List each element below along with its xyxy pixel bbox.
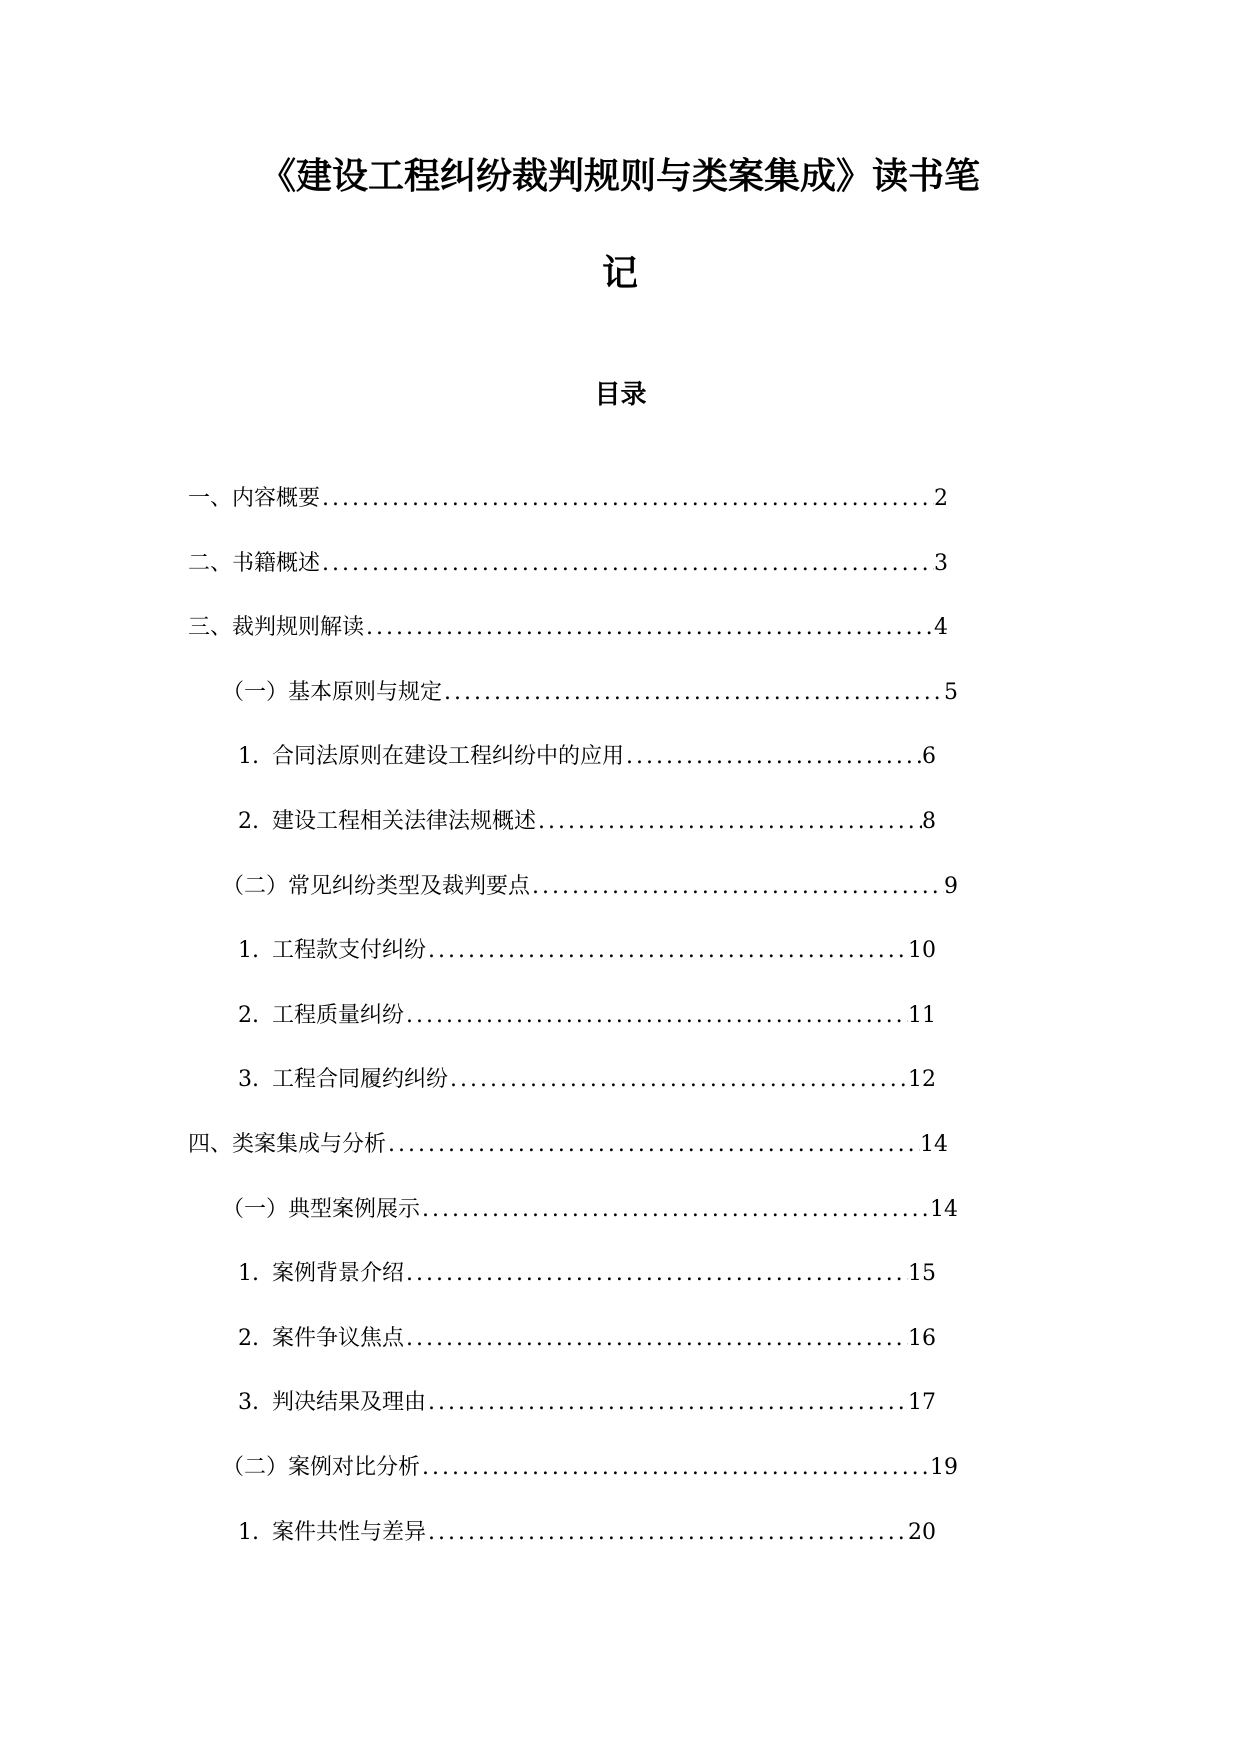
toc-dot-leader	[624, 742, 922, 772]
toc-entry-label: （二）常见纠纷类型及裁判要点	[222, 874, 531, 899]
toc-entry-label: 案件共性与差异	[272, 1520, 427, 1545]
toc-entry-label: 四、类案集成与分析	[188, 1132, 387, 1157]
toc-entry-page-number: 2	[934, 486, 948, 511]
toc-entry[interactable]	[238, 936, 936, 966]
toc-entry[interactable]	[188, 1130, 948, 1160]
toc-dot-leader	[404, 1259, 908, 1289]
toc-entry-label: （一）基本原则与规定	[222, 680, 443, 705]
toc-entry[interactable]	[238, 807, 936, 837]
toc-entry-label: 工程合同履约纠纷	[272, 1067, 449, 1092]
toc-entry-number: 3.	[238, 1390, 259, 1415]
toc-entry[interactable]	[222, 1195, 958, 1225]
toc-entry[interactable]	[188, 484, 948, 514]
toc-entry[interactable]	[238, 1259, 936, 1289]
toc-entry[interactable]	[238, 1065, 936, 1095]
toc-entry-label: 二、书籍概述	[188, 551, 321, 576]
toc-dot-leader	[320, 484, 934, 514]
toc-entry-label: 案例背景介绍	[272, 1261, 405, 1286]
toc-dot-leader	[364, 613, 934, 643]
toc-entry-label: 三、裁判规则解读	[188, 615, 365, 640]
toc-entry-label: （一）典型案例展示	[222, 1197, 421, 1222]
toc-dot-leader	[426, 1388, 908, 1418]
toc-entry-page-number: 3	[934, 551, 948, 576]
toc-dot-leader	[536, 807, 922, 837]
toc-entry-label: 判决结果及理由	[272, 1390, 427, 1415]
toc-dot-leader	[320, 549, 934, 579]
toc-entry[interactable]	[238, 1324, 936, 1354]
toc-dot-leader	[426, 1518, 908, 1548]
toc-heading: 目录	[594, 380, 647, 410]
toc-dot-leader	[442, 678, 944, 708]
toc-entry[interactable]	[222, 678, 958, 708]
toc-entry-number: 1.	[238, 1520, 259, 1545]
toc-entry-label: 一、内容概要	[188, 486, 321, 511]
toc-entry-number: 2.	[238, 809, 259, 834]
toc-entry-page-number: 11	[908, 1003, 936, 1028]
toc-dot-leader	[386, 1130, 920, 1160]
toc-dot-leader	[426, 936, 908, 966]
toc-entry-page-number: 16	[908, 1326, 936, 1351]
toc-dot-leader	[530, 872, 944, 902]
toc-entry-number: 2.	[238, 1003, 259, 1028]
toc-entry[interactable]	[238, 1001, 936, 1031]
toc-entry[interactable]	[238, 1518, 936, 1548]
toc-entry[interactable]	[238, 1388, 936, 1418]
toc-dot-leader	[404, 1001, 908, 1031]
toc-entry-label: 工程款支付纠纷	[272, 938, 427, 963]
toc-entry-number: 1.	[238, 1261, 259, 1286]
toc-entry-number: 1.	[238, 744, 259, 769]
toc-entry-page-number: 5	[944, 680, 958, 705]
toc-entry-label: 建设工程相关法律法规概述	[272, 809, 537, 834]
toc-dot-leader	[420, 1195, 930, 1225]
toc-entry-page-number: 17	[908, 1390, 936, 1415]
toc-entry-page-number: 6	[922, 744, 936, 769]
toc-entry-page-number: 4	[934, 615, 948, 640]
toc-entry-page-number: 8	[922, 809, 936, 834]
toc-entry-number: 1.	[238, 938, 259, 963]
toc-entry-page-number: 19	[930, 1455, 958, 1480]
toc-entry-page-number: 9	[944, 874, 958, 899]
toc-entry-page-number: 10	[908, 938, 936, 963]
document-title-line-1: 《建设工程纠纷裁判规则与类案集成》读书笔	[259, 156, 980, 197]
toc-entry[interactable]	[222, 872, 958, 902]
toc-entry-page-number: 20	[908, 1520, 936, 1545]
toc-entry-page-number: 14	[920, 1132, 948, 1157]
toc-entry-number: 3.	[238, 1067, 259, 1092]
toc-entry[interactable]	[188, 549, 948, 579]
toc-entry-page-number: 14	[930, 1197, 958, 1222]
document-title-line-2: 记	[601, 253, 638, 294]
toc-entry[interactable]	[188, 613, 948, 643]
toc-dot-leader	[420, 1453, 930, 1483]
toc-entry[interactable]	[222, 1453, 958, 1483]
toc-entry-number: 2.	[238, 1326, 259, 1351]
toc-entry-page-number: 12	[908, 1067, 936, 1092]
toc-entry[interactable]	[238, 742, 936, 772]
toc-entry-label: 合同法原则在建设工程纠纷中的应用	[272, 744, 625, 769]
toc-entry-label: （二）案例对比分析	[222, 1455, 421, 1480]
toc-dot-leader	[404, 1324, 908, 1354]
toc-entry-label: 案件争议焦点	[272, 1326, 405, 1351]
toc-entry-label: 工程质量纠纷	[272, 1003, 405, 1028]
toc-entry-page-number: 15	[908, 1261, 936, 1286]
toc-dot-leader	[448, 1065, 908, 1095]
